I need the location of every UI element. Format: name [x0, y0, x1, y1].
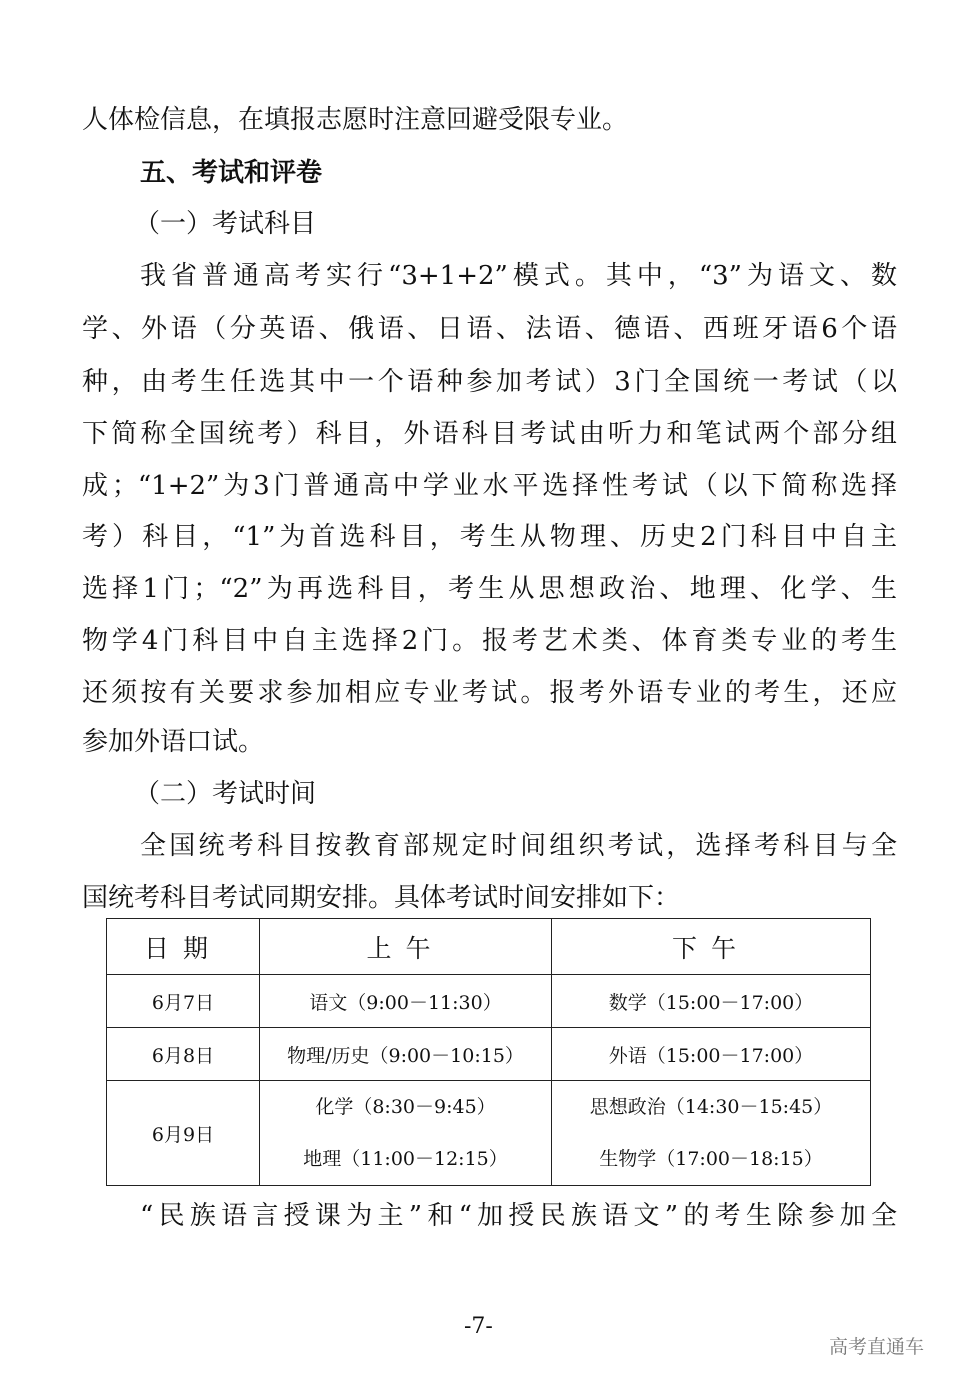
header-morning: 上午: [260, 919, 552, 975]
paragraph-line: 考）科目，“1”为首选科目，考生从物理、历史2门科目中自主: [82, 522, 897, 552]
header-date: 日期: [107, 919, 260, 975]
afternoon-cell: 外语（15:00－17:00）: [552, 1028, 871, 1081]
table-row: [107, 975, 871, 1028]
afternoon-cell: 数学（15:00－17:00）: [552, 975, 871, 1028]
paragraph-line: 种，由考生任选其中一个语种参加考试）3门全国统一考试（以: [82, 367, 897, 397]
paragraph-line: 我省普通高考实行“3+1+2”模式。其中，“3”为语文、数: [140, 261, 897, 291]
morning-cell: 物理/历史（9:00－10:15）: [260, 1028, 552, 1081]
header-afternoon: 下午: [552, 919, 871, 975]
paragraph-line: 成；“1+2”为3门普通高中学业水平选择性考试（以下简称选择: [82, 471, 897, 501]
morning-cell: [260, 1081, 552, 1186]
afternoon-exam: 生物学（17:00－18:15）: [599, 1148, 823, 1170]
morning-cell: 语文（9:00－11:30）: [260, 975, 552, 1028]
paragraph-line: 下简称全国统考）科目，外语科目考试由听力和笔试两个部分组: [82, 419, 897, 449]
paragraph-line: 还须按有关要求参加相应专业考试。报考外语专业的考生，还应: [82, 678, 897, 708]
afternoon-exam: 思想政治（14:30－15:45）: [589, 1096, 833, 1118]
morning-exam: 地理（11:00－12:15）: [303, 1148, 508, 1170]
page-number: -7-: [464, 1314, 493, 1339]
subsection-heading: （一）考试科目: [134, 209, 317, 239]
exam-schedule-table: [106, 918, 871, 1186]
paragraph-line: 选择1门；“2”为再选科目，考生从思想政治、地理、化学、生: [82, 574, 897, 604]
paragraph-line: 人体检信息，在填报志愿时注意回避受限专业。: [82, 105, 629, 135]
date-cell: 6月8日: [107, 1028, 260, 1081]
table-row: [107, 1081, 871, 1186]
date-cell: 6月7日: [107, 975, 260, 1028]
paragraph-line: 物学4门科目中自主选择2门。报考艺术类、体育类专业的考生: [82, 626, 897, 656]
watermark: 高考直通车: [829, 1336, 925, 1358]
paragraph-line: 国统考科目考试同期安排。具体考试时间安排如下：: [82, 883, 681, 913]
table-header-row: [107, 919, 871, 975]
subsection-heading: （二）考试时间: [134, 779, 317, 809]
morning-exam: 化学（8:30－9:45）: [315, 1096, 496, 1118]
section-heading: 五、考试和评卷: [140, 158, 323, 188]
paragraph-line: 学、外语（分英语、俄语、日语、法语、德语、西班牙语6个语: [82, 314, 897, 344]
paragraph-line: “民族语言授课为主”和“加授民族语文”的考生除参加全: [140, 1201, 897, 1231]
paragraph-line: 全国统考科目按教育部规定时间组织考试，选择考科目与全: [140, 831, 897, 861]
paragraph-line: 参加外语口试。: [82, 727, 265, 757]
afternoon-cell: [552, 1081, 871, 1186]
date-cell: 6月9日: [107, 1081, 260, 1186]
table-row: [107, 1028, 871, 1081]
